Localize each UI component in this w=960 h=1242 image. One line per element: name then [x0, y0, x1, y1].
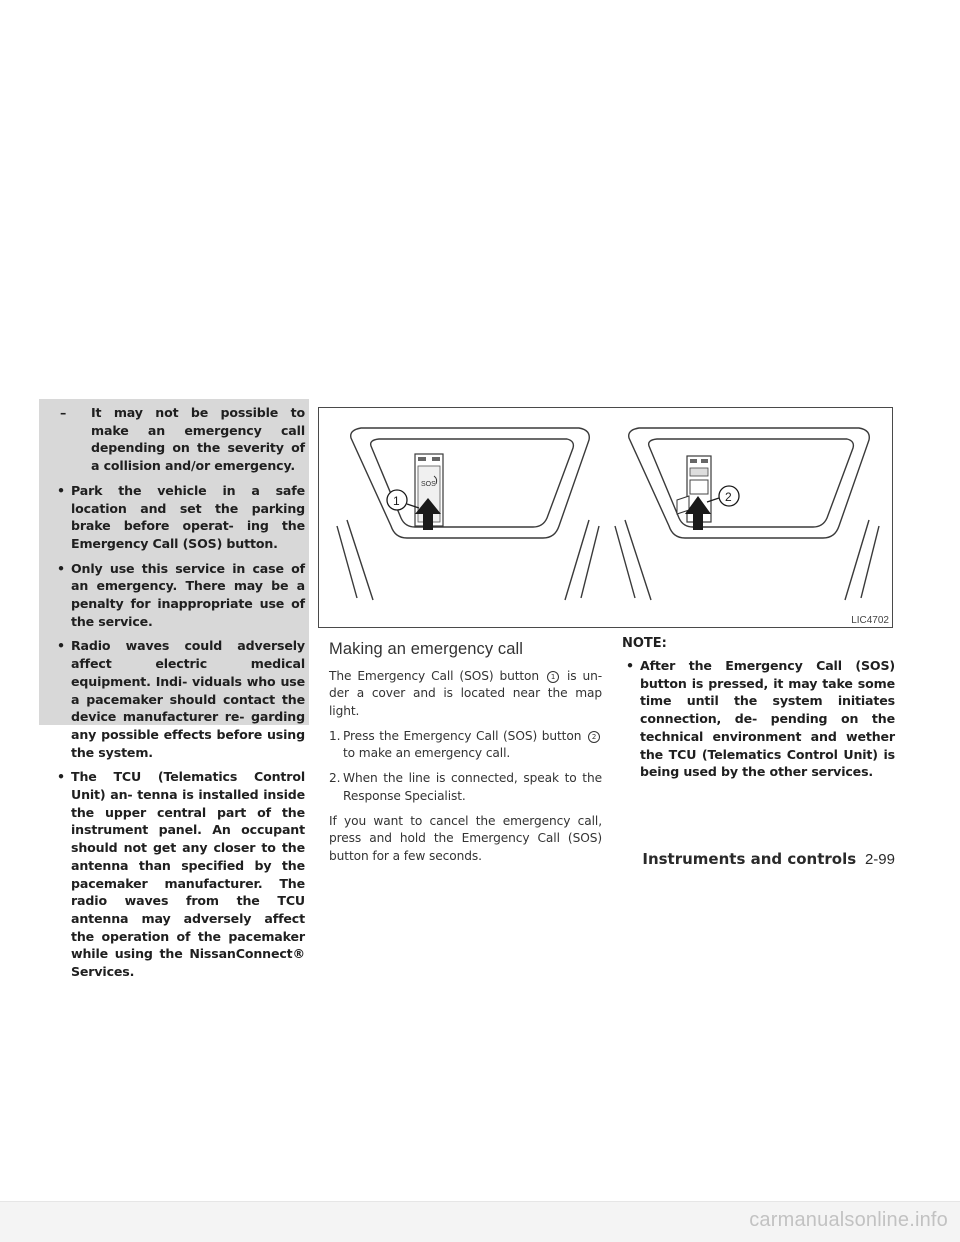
warning-item	[53, 482, 305, 553]
step-2	[329, 770, 602, 805]
note-column	[622, 636, 895, 781]
page-footer	[642, 850, 895, 868]
circle-2-icon: 2	[588, 731, 600, 743]
callout-1	[387, 490, 419, 510]
note-title: NOTE:	[622, 636, 667, 651]
figure-code: LIC4702	[851, 615, 889, 626]
callout-2-label: 2	[725, 490, 732, 504]
warning-text: Only use this service in case of an emergency. There may be a penalty for inappropriate use of the service.	[71, 560, 305, 629]
watermark-text: carmanualsonline.info	[749, 1209, 948, 1231]
step-number: 2.	[329, 771, 341, 786]
circle-1-icon: 1	[547, 671, 559, 683]
intro-text-end: is un- der a cover and is located near the map light.	[329, 669, 602, 718]
bullet-mark: •	[57, 560, 65, 576]
step-1-text-end: to make an emergency call.	[343, 746, 511, 761]
warning-text: Radio waves could adversely affect electric medical equipment. Indi- viduals who use a pacemaker should contact the device manufacturer re- garding any possible effects before using the system.	[71, 638, 305, 760]
sos-label: SOS	[421, 481, 436, 488]
bullet-mark: •	[57, 638, 65, 654]
warning-item	[53, 637, 305, 761]
right-console	[615, 428, 879, 600]
intro-text-start: The Emergency Call (SOS) button	[329, 669, 540, 683]
warning-item	[53, 560, 305, 631]
callout-2	[707, 486, 739, 506]
overhead-console-drawing	[319, 408, 892, 627]
step-number: 1.	[329, 728, 341, 743]
note-item	[622, 657, 895, 781]
bullet-mark: •	[57, 482, 65, 498]
left-console	[337, 428, 599, 600]
warning-box	[39, 399, 309, 980]
intro-paragraph	[329, 668, 602, 720]
section-heading: Making an emergency call	[329, 640, 524, 658]
note-text: After the Emergency Call (SOS) button is pressed, it may take some time until the system initiates connection, de- pending on the technical environment and wether the TCU (Telematics Control Unit) is being used by the other services.	[640, 658, 895, 780]
dash-mark: –	[60, 405, 67, 420]
warning-text: Park the vehicle in a safe location and set the parking brake before operat- ing the Emergency Call (SOS) button.	[71, 482, 305, 551]
cancel-paragraph: If you want to cancel the emergency call, press and hold the Emergency Call (SOS) button for a few seconds.	[329, 814, 602, 863]
bullet-mark: •	[626, 658, 634, 673]
step-2-text: When the line is connected, speak to the Response Specialist.	[343, 771, 602, 803]
warning-item	[53, 404, 305, 475]
page-number: 2-99	[864, 851, 895, 868]
warning-item	[53, 768, 305, 980]
watermark-bar	[0, 1201, 960, 1242]
warning-text: It may not be possible to make an emergency call depending on the severity of a collision and/or emergency.	[91, 405, 305, 474]
callout-1-label: 1	[393, 494, 400, 508]
step-1-text-start: Press the Emergency Call (SOS) button	[343, 728, 582, 743]
step-1	[329, 728, 602, 763]
chapter-title: Instruments and controls	[642, 850, 857, 868]
bullet-mark: •	[57, 769, 65, 785]
warning-text: The TCU (Telematics Control Unit) an- tenna is installed inside the upper central part of the instrument panel. An occupant should not get any closer to the antenna than specified by the pacemaker manufacturer. The radio waves from the TCU antenna may adversely affect the operation of the pacemaker while using the NissanConnect® Services.	[71, 769, 305, 980]
sos-button-illustration	[318, 407, 893, 628]
section-column	[329, 640, 602, 873]
